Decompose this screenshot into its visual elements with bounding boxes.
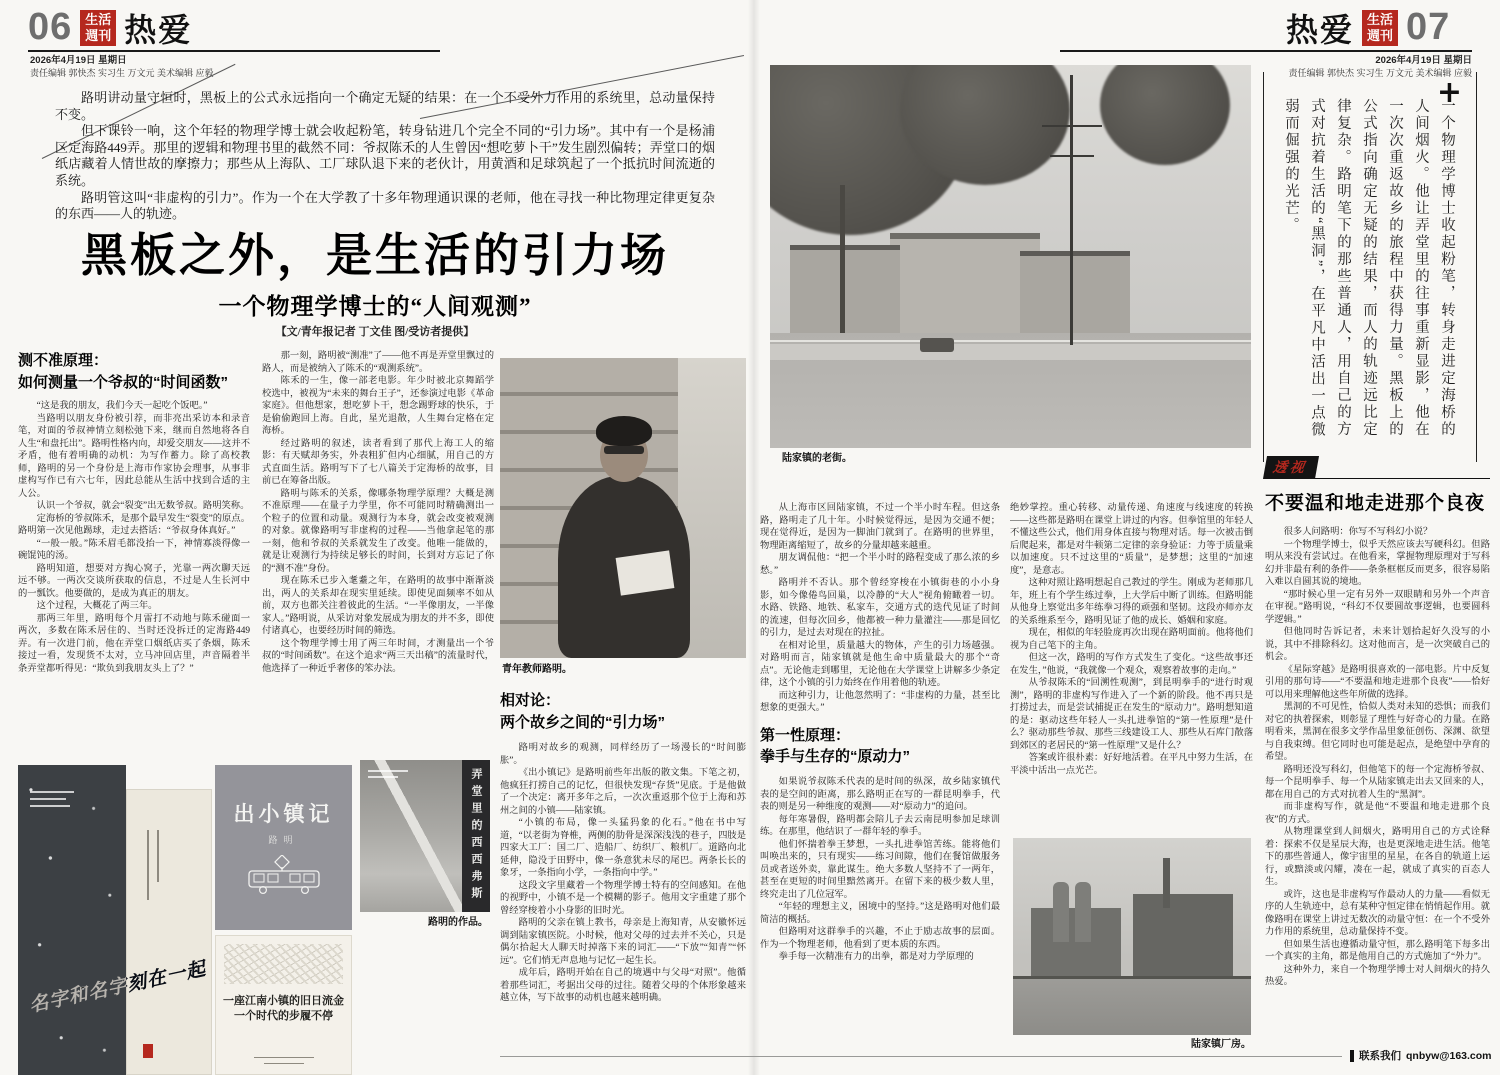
page-number-right: 07 bbox=[1406, 6, 1451, 48]
bottom-rule bbox=[500, 1056, 1342, 1057]
book2-author: 路明 bbox=[268, 835, 299, 846]
tram-illustration bbox=[245, 855, 323, 895]
paragraph: 从上海市区回陆家镇，不过一个半小时车程。但这条路，路明走了几十年。小时候觉得远，是因为交通不便；现在觉得近，是因为一脚油门就到了。在路明的世界里，物理距离缩短了，故乡的分量却越来越重。 bbox=[760, 503, 1000, 551]
perspective-body bbox=[1265, 526, 1490, 1046]
parked-scooter bbox=[920, 338, 954, 352]
silo bbox=[1075, 882, 1091, 942]
book4-line1: 一座江南小镇的旧日流金 bbox=[223, 995, 344, 1007]
paragraph: 经过路明的叙述，读者看到了那代上海工人的缩影：有天赋却务实，外表粗犷但内心细腻，用自己的方式直面生活。路明写下了七八篇关于定海桥的故事，目前已在筹备出版。 bbox=[262, 438, 494, 486]
subtitle: 一个物理学博士的“人间观测” bbox=[218, 294, 532, 319]
curb-line bbox=[770, 340, 1251, 342]
pole-crossarm bbox=[1050, 155, 1094, 157]
section2-heading bbox=[500, 690, 746, 734]
paragraph: 这个过程，大概花了两三年。 bbox=[36, 601, 158, 611]
masthead-logo-right bbox=[1362, 10, 1398, 46]
section3-head-line2: 拳手与生存的“原动力” bbox=[760, 748, 911, 766]
page-right-header bbox=[1286, 8, 1450, 46]
paragraph: 而这种引力，让他忽然明了：“非虚构的力量，甚至比想象的更强大。” bbox=[760, 690, 1000, 713]
perspective-label: 透视 bbox=[1263, 456, 1319, 479]
section2-column4 bbox=[760, 502, 1000, 715]
paragraph: 朋友调侃他：“把一个半小时的路程变成了那么浓的乡愁。” bbox=[760, 553, 1000, 576]
page-fold bbox=[748, 0, 760, 1075]
contact-email: qnbyw@163.com bbox=[1406, 1049, 1492, 1062]
masthead-line2: 週刊 bbox=[85, 28, 112, 43]
section3-head-line1: 第一性原理： bbox=[760, 726, 851, 744]
paragraph: 但他同时告诉记者，未来计划拾起好久没写的小说，其中不排除科幻。这对他而言，是一次突破自己的机会。 bbox=[1265, 627, 1490, 662]
lead-paragraphs bbox=[55, 90, 715, 223]
pull-quote-box bbox=[1263, 72, 1477, 462]
book4-line2: 一个时代的步履不停 bbox=[234, 1010, 333, 1022]
book2-title: 出小镇记 bbox=[233, 802, 334, 826]
vertical-text-bar bbox=[157, 830, 159, 882]
paragraph: 陈禾的一生，像一部老电影。年少时被北京舞蹈学校选中，被视为“未来的舞台王子”，还参演过电影《革命家庭》。但他想家，想吃萝卜干，想念踢野球的快乐，于是偷偷跑回上海。自此，星光退散，人生舞台定格在定海桥。 bbox=[262, 376, 494, 436]
paragraph: “小镇的布局，像一头猛犸象的化石。”他在书中写道，“以老街为脊椎，两侧的肋骨是深深浅浅的巷子，四肢是四家大工厂：国二厂、造船厂、纺织厂、粮机厂。道路向北延伸，隐没于田野中，像一条意犹未尽的尾巴。两条长长的象牙，一条指向小学，一条指向中学。” bbox=[500, 818, 746, 878]
book1-title: 名字和名字刻在一起 bbox=[27, 958, 209, 1017]
tiny-text-bar bbox=[368, 776, 398, 778]
paragraph: 绝妙掌控。重心转移、动量传递、角速度与线速度的转换——这些都是路明在课堂上讲过的内容。但拳馆里的年轻人不懂这些公式，他们用身体直接与物理对话。每一次被击倒后爬起来，都是对牛顿第二定律的亲身验证：力等于质量乘以加速度。只不过这里的“质量”，是梦想；这里的“加速度”，是意志。 bbox=[1010, 503, 1253, 576]
header-rule-right bbox=[1060, 50, 1472, 52]
paragraph: 现在陈禾已步入耄耋之年，在路明的故事中渐渐淡出，两人的关系却在现实里延续。即使见面频率不如从前，双方也都关注着彼此的生活。“一半像朋友，一半像家人。”路明说，从采访对象发展成为朋友的并不多，即使付诸真心，也要经历时间的筛选。 bbox=[262, 576, 494, 636]
paragraph: 成年后，路明开始在自己的境遇中与父母“对照”。他循着那些词汇，考据出父母的过往。随着父母的个体形象越来越立体，写下故事的动机也越来越明确。 bbox=[500, 968, 746, 1003]
section1-head-line1: 测不准原理： bbox=[18, 352, 109, 369]
section3-column4 bbox=[760, 776, 1000, 964]
page-number-left: 06 bbox=[28, 6, 73, 48]
date-line-left: 2026年4月19日 星期日 bbox=[30, 55, 127, 66]
paragraph: 路明管这叫“非虚构的引力”。作为一个在大学教了十多年物理通识课的老师，他在寻找一种比物理定律更复杂的东西——人的轨迹。 bbox=[55, 189, 715, 222]
red-seal bbox=[143, 1044, 153, 1058]
byline: 【文/青年报记者 丁文佳 图/受访者提供】 bbox=[275, 326, 475, 338]
section1-column2 bbox=[262, 350, 494, 740]
paragraph: “那时候心里一定有另外一双眼睛和另外一个声音在审视。”路明说，“科幻不仅要圆故事逻辑，也要圆科学逻辑。” bbox=[1265, 589, 1490, 625]
portrait-photo bbox=[500, 358, 746, 658]
perspective-label-row bbox=[1265, 456, 1490, 479]
river-water bbox=[1013, 979, 1251, 1035]
book-cover-jiangnan-town bbox=[215, 935, 352, 1075]
paragraph: 从爷叔陈禾的“回溯性观测”，到昆明拳手的“进行时观测”，路明的非虚构写作进入了一个新的阶段。他不再只是打捞过去，而是尝试捕捉正在发生的“原动力”。路明想知道的是：驱动这些年轻人一头扎进拳馆的“第一性原理”是什么？驱动那些爷叔、那些三线建设工人、那些从石库门散落到郊区的老居民的“第一性原理”又是什么？ bbox=[1010, 678, 1253, 751]
sidewalk bbox=[770, 344, 1251, 360]
tree-trunk bbox=[840, 185, 845, 345]
portrait-caption: 青年教师路明。 bbox=[502, 664, 572, 675]
factory-caption: 陆家镇厂房。 bbox=[1191, 1039, 1251, 1050]
paragraph: 那一刻，路明被“测准”了——他不再是弄堂里飘过的路人，而是被纳入了陈禾的“观测系统”。 bbox=[262, 351, 494, 374]
section-name-right: 热爱 bbox=[1286, 12, 1355, 48]
paragraph: 现在，相似的年轻脸庞再次出现在路明面前。他将他们视为自己笔下的主角。 bbox=[1010, 628, 1253, 651]
masthead-line2: 週刊 bbox=[1367, 28, 1394, 43]
paragraph: 这段文字里藏着一个物理学博士特有的空间感知。在他的视野中，小镇不是一个模糊的影子。他用文字重建了那个曾经穿梭着小小身影的旧时光。 bbox=[500, 880, 746, 916]
section2-head-line1: 相对论： bbox=[500, 692, 561, 709]
paragraph: 从物理课堂到人间烟火，路明用自己的方式诠释着：探索不仅是星辰大海，也是更深地走进生活。他笔下的那些普通人，像宇宙里的星星，在各自的轨道上运行，或黯淡或闪耀，凑在一起，就成了真实的百态人生。 bbox=[1265, 827, 1490, 887]
paragraph: 定海桥的爷叔陈禾，是那个最早发生“裂变”的原点。路明第一次见他踢球，走过去搭话：“爷叔身体真好。” bbox=[18, 513, 250, 536]
factory-photo bbox=[1013, 838, 1251, 1035]
perspective-title: 不要温和地走进那个良夜 bbox=[1265, 493, 1486, 514]
book3-title: 弄堂里的西西弗斯 bbox=[462, 760, 490, 912]
book-cover-sisyphus bbox=[360, 760, 490, 912]
paragraph: 《出小镇记》是路明前些年出版的散文集。下笔之初，他疯狂打捞自己的记忆，但很快发现“存货”见底。于是他做了一个决定：离开多年之后，一次次重返那个位于上海和苏州之间的小镇——陆家镇。 bbox=[500, 768, 746, 816]
paragraph: 路明对故乡的观测，同样经历了一场漫长的“时间膨胀”。 bbox=[500, 743, 746, 766]
paragraph: 如果说爷叔陈禾代表的是时间的纵深，故乡陆家镇代表的是空间的距离，那么路明正在写的一群昆明拳手，代表的则是另一种维度的观测——对“原动力”的追问。 bbox=[760, 777, 1000, 812]
tiny-text-bar bbox=[30, 798, 66, 800]
section1-column1 bbox=[18, 400, 250, 758]
paragraph: 黑洞的不可见性，恰似人类对未知的恐惧；而我们对它的执着探索，则彰显了理性与好奇心的力量。在路明看来，黑洞在很多文学作品里象征创伤、深渊、欲望与自我束缚。但它同时也可能是起点，是绝望中孕育的希望。 bbox=[1265, 702, 1490, 762]
tiny-text-bar bbox=[30, 791, 74, 793]
page-left-header bbox=[28, 8, 192, 46]
paragraph: “年轻的理想主义，困境中的坚持。”这是路明对他们最简洁的概括。 bbox=[760, 902, 1000, 925]
masthead-line1: 生活 bbox=[85, 12, 112, 27]
footer-bar bbox=[1350, 1050, 1354, 1062]
contact-label: 联系我们 bbox=[1359, 1049, 1401, 1062]
paragraph: 路明还没写科幻，但他笔下的每一个定海桥爷叔、每一个昆明拳手、每一个从陆家镇走出去又回来的人，都在用自己的方式对抗着人生的“黑洞”。 bbox=[1265, 764, 1490, 800]
masthead-logo bbox=[80, 10, 116, 46]
paragraph: 路明与陈禾的关系，像哪条物理学原理？大概是测不准原理——在量子力学里，你不可能同时精确测出一个粒子的位置和动量。观测行为本身，就会改变被观测的对象。就像路明写非虚构的过程——当他拿起笔的那一刻，他和爷叔的关系就发生了改变。他唯一能做的，就是让观测行为持续足够长的时间，长到对方忘记了你的“测不准”身份。 bbox=[262, 488, 494, 574]
cover-photo-area bbox=[360, 760, 462, 912]
paragraph: 路明知道，想要对方掏心窝子，光靠一两次聊天远远不够。一两次交谈所获取的信息，不过是人生长河中的一瓢饮。他要做的，是成为真正的朋友。 bbox=[18, 563, 250, 599]
paragraph: 每年寒暑假，路明都会陪儿子去云南昆明参加足球训练。在那里，他结识了一群年轻的拳手。 bbox=[760, 814, 1000, 837]
tiny-text-bar bbox=[30, 805, 70, 807]
masthead-line1: 生活 bbox=[1367, 12, 1394, 27]
book-cover-names-carved bbox=[18, 765, 212, 1075]
tiny-text-bar bbox=[254, 1057, 314, 1059]
paragraph: 但下课铃一响，这个年轻的物理学博士就会收起粉笔，转身钻进几个完全不同的“引力场”。其中有一个是杨浦区定海路449弄。那里的逻辑和物理书里的截然不同：爷叔陈禾的人生曾因“想吃萝卜干”发生剧烈偏转；弄堂口的烟纸店藏着人情世故的摩擦力；那些从上海队、工厂球队退下来的老伙计，用黄酒和足球筑起了一个抵抗时间流逝的系统。 bbox=[55, 123, 715, 188]
section3-heading bbox=[760, 725, 1000, 769]
paragraph: 但这一次，路明的写作方式发生了变化。“这些故事还在发生，”他说，“我就像一个观众，观察着故事的走向。” bbox=[1010, 653, 1253, 676]
paragraph: 他们怀揣着拳王梦想，一头扎进拳馆苦练。能将他们叫唤出来的，只有现实——练习间隙，他们在餐馆做服务员或者送外卖，靠此谋生。绝大多数人坚持不了一两年，甚至在更短的时间里黯然离开。在留下来的极少数人里，终究走出了几位冠军。 bbox=[760, 839, 1000, 900]
paragraph: 一个物理学博士，似乎天然应该去写硬科幻。但路明从来没有尝试过。在他看来，掌握物理原理对于写科幻并非最有利的条件——条条框框反而更多，很容易陷入难以自圆其说的境地。 bbox=[1265, 539, 1490, 587]
paragraph: 《星际穿越》是路明很喜欢的一部电影。片中反复引用的那句诗——“不要温和地走进那个良夜”——恰好可以用来理解他这些年所做的选择。 bbox=[1265, 664, 1490, 700]
paragraph: 那两三年里，路明每个月雷打不动地与陈禾碰面一两次，多数在陈禾居住的、当时还没拆迁的定海路449弄。有一次进门前，他在弄堂口烟纸店买了条烟，陈禾接过一看，发现货不太对，立马冲回店里，声音隔着半条弄堂都听得见：“欺负到我朋友头上了？” bbox=[18, 613, 250, 674]
book-cream-panel bbox=[126, 789, 212, 1075]
chimney bbox=[1163, 858, 1170, 908]
paragraph: “一般一般。”陈禾眉毛都没抬一下，神情寡淡得像一碗馄饨的汤。 bbox=[18, 538, 250, 561]
tiny-text-bar bbox=[264, 1063, 304, 1065]
section1-head-line2: 如何测量一个爷叔的“时间函数” bbox=[18, 373, 229, 391]
paragraph: 路明的父亲在镇上教书，母亲是上海知青，从安徽怀远调到陆家镇医院。小时候，他对父母的过去并不关心，只是偶尔拾起大人聊天时掉落下来的词汇——“下放”“知青”“怀远”。它们悄无声息地与记忆一起生长。 bbox=[500, 918, 746, 966]
old-house bbox=[890, 233, 1040, 349]
pole-crossarm bbox=[1042, 125, 1102, 127]
paragraph: 路明并不否认。那个曾经穿梭在小镇街巷的小小身影，如今像倦鸟回巢，以冷静的“大人”视角俯瞰着一切。水路、铁路、地铁、私家车，交通方式的迭代见证了时间的流速，但每次回乡，他都被一种力量灌注——那是回忆的引力，是过去对现在的拉扯。 bbox=[760, 578, 1000, 638]
street-photo bbox=[770, 65, 1251, 448]
paragraph: 认识一个爷叔，就会“裂变”出无数爷叔。路明笑称。 bbox=[36, 501, 250, 511]
date-line-right: 2026年4月19日 星期日 bbox=[1375, 55, 1472, 66]
header-rule-left bbox=[28, 50, 440, 52]
paragraph: 或许，这也是非虚构写作最动人的力量——看似无序的人生轨迹中，总有某种守恒定律在悄悄起作用。就像路明在课堂上讲过无数次的动量守恒：在一个不受外力作用的系统里，总动量保持不变。 bbox=[1265, 889, 1490, 937]
paragraph: 拳手每一次精准有力的出拳，都是对力学原理的 bbox=[778, 952, 974, 962]
paragraph: 这个物理学博士用了两三年时间，才测量出一个爷叔的“时间函数”。在这个追求“两三天出稿”的流量时代，他选择了一种近乎奢侈的笨办法。 bbox=[262, 638, 494, 674]
books-caption: 路明的作品。 bbox=[428, 917, 488, 928]
paragraph: 而非虚构写作，就是他“不要温和地走进那个良夜”的方式。 bbox=[1265, 802, 1490, 825]
paragraph: 这种对照让路明想起自己教过的学生。刚成为老师那几年，班上有个学生练过拳，上大学后中断了训练。但路明能从他身上察觉出多年练拳习得的顽强和坚韧。这段亦师亦友的关系维系至今，路明见证了他的成长、婚姻和家庭。 bbox=[1010, 578, 1253, 626]
editors-line-left: 责任编辑 郭快杰 实习生 万文元 美术编辑 应毅 bbox=[30, 68, 214, 78]
editors-line-right: 责任编辑 郭快杰 实习生 万文元 美术编辑 应毅 bbox=[1288, 68, 1472, 78]
utility-pole bbox=[1070, 75, 1073, 345]
silo bbox=[1053, 882, 1069, 942]
column4 bbox=[760, 502, 1000, 1050]
plus-icon: + bbox=[1436, 75, 1462, 110]
figure-hair bbox=[596, 416, 652, 446]
paragraph: 这种外力，来自一个物理学博士对人间烟火的持久热爱。 bbox=[1265, 964, 1490, 987]
footer-contact bbox=[1350, 1050, 1492, 1062]
pull-quote-text: 一个物理学博士收起粉笔，转身走进定海桥的人间烟火。他让弄堂里的往事重新显影，他在一次次重返故乡的旅程中获得力量。黑板上的公式指向确定无疑的结果，而人的轨迹远比定律复杂。路明笔下的那些普通人，用自己的方式对抗着生活的“黑洞”，在平凡中活出一点微弱而倔强的光芒。 bbox=[1283, 98, 1455, 439]
book-cover-out-of-small-town bbox=[215, 765, 352, 930]
paragraph: 当路明以朋友身份被引荐，而非亮出采访本和录音笔，对面的爷叔神情立刻松弛下来，继而自然地将各自人生“和盘托出”。路明性格内向，却爱交朋友——这并不矛盾，他有着明确的动机：为写作蓄力。除了高校教师，路明的另一个身份是上海市作家协会理事，从事非虚构写作已有六七年，因此总能从生活中找到合适的主人公。 bbox=[18, 413, 250, 499]
section2-head-line2: 两个故乡之间的“引力场” bbox=[500, 713, 666, 731]
paragraph: 答案或许很朴素：好好地活着。在平凡中努力生活，在平淡中活出一点光芒。 bbox=[1010, 753, 1253, 776]
paragraph: 但如果生活也遵循动量守恒，那么路明笔下每多出一个真实的主角，都是他用自己的方式施加了“外力”。 bbox=[1265, 939, 1490, 962]
section2-column3 bbox=[500, 742, 746, 1052]
paragraph: 路明讲动量守恒时，黑板上的公式永远指向一个确定无疑的结果：在一个不受外力作用的系统里，总动量保持不变。 bbox=[55, 90, 715, 122]
glasses bbox=[604, 446, 644, 454]
section-name-left: 热爱 bbox=[124, 12, 193, 48]
paragraph: 很多人问路明：你写不写科幻小说？ bbox=[1283, 527, 1433, 537]
vertical-text-bar bbox=[147, 830, 149, 900]
headline: 黑板之外，是生活的引力场 bbox=[81, 230, 669, 281]
book-dark-panel bbox=[18, 765, 126, 1075]
street-caption: 陆家镇的老街。 bbox=[782, 453, 852, 464]
paragraph: 但路明对这群拳手的兴趣，不止于励志故事的层面。作为一个物理老师，他看到了更本质的东西。 bbox=[760, 927, 1000, 950]
tiny-text-bar bbox=[368, 770, 408, 772]
book-in-hands bbox=[616, 550, 675, 595]
section3-column5 bbox=[1010, 502, 1253, 822]
section1-heading bbox=[18, 350, 250, 394]
paragraph: “这是我的朋友，我们今天一起吃个饭吧。” bbox=[36, 401, 208, 411]
factory-building bbox=[1133, 894, 1233, 978]
sketch-illustration bbox=[224, 944, 343, 984]
paragraph: 在相对论里，质量越大的物体，产生的引力场越强。对路明而言，陆家镇就是他生命中质量最大的那个“奇点”。无论他走到哪里，无论他在大学课堂上讲解多少条定律，这个小镇的引力始终在作用着他的轨迹。 bbox=[760, 640, 1000, 688]
